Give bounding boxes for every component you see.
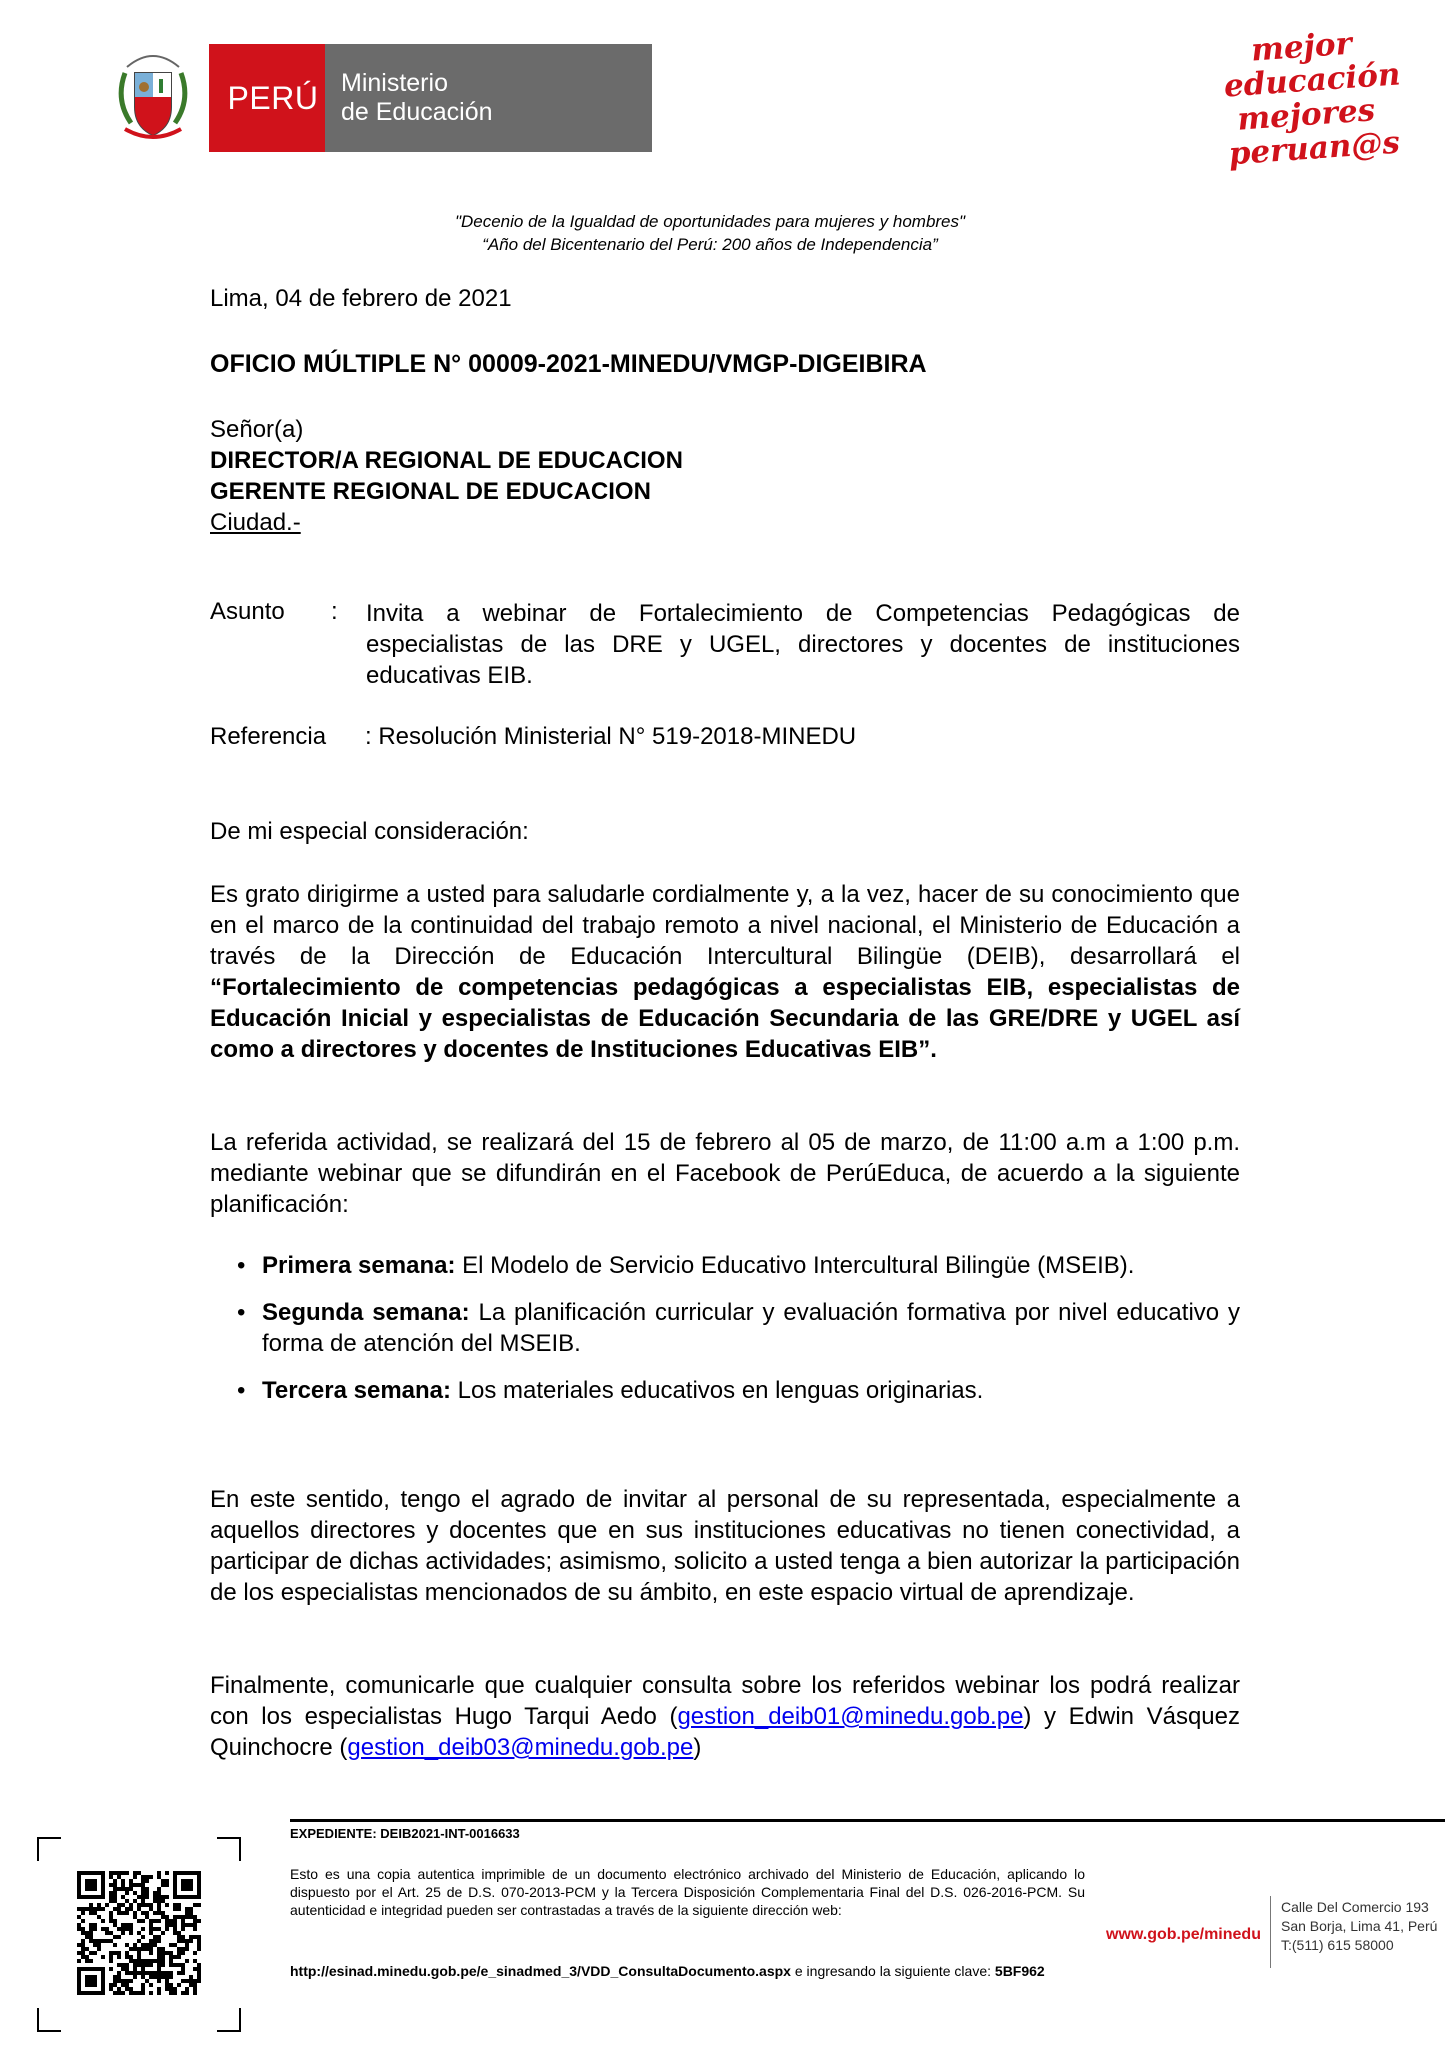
- recipient-line-1: DIRECTOR/A REGIONAL DE EDUCACION: [210, 447, 683, 474]
- list-item-label: Segunda semana:: [262, 1299, 470, 1326]
- oficio-title: OFICIO MÚLTIPLE N° 00009-2021-MINEDU/VMGP-DIGEIBIRA: [210, 350, 927, 378]
- recipient-city: Ciudad.-: [210, 509, 301, 536]
- decenio-line-1: "Decenio de la Igualdad de oportunidades para mujeres y hombres": [454, 212, 966, 231]
- ministry-line-1: Ministerio: [341, 69, 448, 97]
- slogan-line-2: educación: [1222, 56, 1402, 105]
- paragraph-4-text-start: Finalmente, comunicarle que cualquier consulta sobre los referidos webinar los podrá realizar con los especialistas Hugo Tarqui Aedo (: [210, 1672, 1240, 1730]
- address-line-3: T:(511) 615 58000: [1281, 1937, 1394, 1953]
- qr-code-icon: [77, 1871, 201, 1995]
- peru-label: PERÚ: [209, 44, 337, 152]
- coat-of-arms-icon: [113, 45, 193, 145]
- qr-frame-corner: [37, 1837, 61, 1861]
- email-link-2[interactable]: gestion_deib03@minedu.gob.pe: [347, 1734, 694, 1761]
- slogan-logo: [1220, 25, 1402, 173]
- slogan-line-1: mejor: [1249, 25, 1353, 69]
- address-divider: [1270, 1896, 1271, 1968]
- letter-date: Lima, 04 de febrero de 2021: [210, 285, 512, 312]
- decenio-line-2: “Año del Bicentenario del Perú: 200 años de Independencia”: [482, 235, 938, 254]
- footer-divider: [290, 1819, 1445, 1822]
- schedule-list: [237, 1250, 1240, 1422]
- asunto-text: Invita a webinar de Fortalecimiento de Competencias Pedagógicas de especialistas de las DRE y UGEL, directores y docentes de instituciones educativas EIB.: [366, 600, 1240, 689]
- paragraph-2: La referida actividad, se realizará del 15 de febrero al 05 de marzo, de 11:00 a.m a 1:00 p.m. mediante webinar que se difundirán en el Facebook de PerúEduca, de acuerdo a la siguiente planificación:: [210, 1129, 1240, 1218]
- list-item: [237, 1250, 1240, 1281]
- paragraph-4: [210, 1670, 1240, 1763]
- authenticity-after: e ingresando la siguiente clave:: [790, 1963, 995, 1979]
- email-link-1[interactable]: gestion_deib01@minedu.gob.pe: [677, 1703, 1024, 1730]
- qr-frame-corner: [217, 1837, 241, 1861]
- recipient-line-2: GERENTE REGIONAL DE EDUCACION: [210, 478, 651, 505]
- slogan-line-4: peruan@s: [1227, 124, 1401, 173]
- authenticity-key: 5BF962: [994, 1963, 1045, 1979]
- paragraph-3: En este sentido, tengo el agrado de invitar al personal de su representada, especialmente a aquellos directores y docentes que en sus instituciones educativas no tienen conectividad, a participar de dichas actividades; asimismo, solicito a usted tenga a bien autorizar la participación de los especialistas mencionados de su ámbito, en este espacio virtual de aprendizaje.: [210, 1486, 1240, 1606]
- paragraph-1: [210, 879, 1240, 1065]
- bullet-icon: •: [237, 1299, 246, 1326]
- referencia-label: Referencia: [210, 723, 327, 750]
- referencia-text: : Resolución Ministerial N° 519-2018-MINEDU: [365, 723, 857, 750]
- paragraph-1-text: Es grato dirigirme a usted para saludarle cordialmente y, a la vez, hacer de su conocimiento que en el marco de la continuidad del trabajo remoto a nivel nacional, el Ministerio de Educación a través de la Dirección de Educación Intercultural Bilingüe (DEIB), desarrollará el: [210, 881, 1240, 970]
- asunto-label: Asunto: [210, 598, 285, 625]
- greeting: De mi especial consideración:: [210, 818, 529, 845]
- asunto-colon: :: [331, 598, 338, 625]
- list-item-label: Primera semana:: [262, 1252, 456, 1279]
- authenticity-link-block: [290, 1962, 1085, 1980]
- address-line-1: Calle Del Comercio 193: [1281, 1899, 1429, 1915]
- bullet-icon: •: [237, 1377, 246, 1404]
- recipient-salutation: Señor(a): [210, 416, 304, 443]
- authenticity-url[interactable]: http://esinad.minedu.gob.pe/e_sinadmed_3/VDD_ConsultaDocumento.aspx: [290, 1963, 791, 1979]
- ministry-line-2: de Educación: [341, 98, 493, 126]
- recipient-block: [210, 414, 683, 538]
- bullet-icon: •: [237, 1252, 246, 1279]
- list-item-text: Los materiales educativos en lenguas originarias.: [451, 1377, 984, 1404]
- address-block: [1281, 1898, 1437, 1955]
- list-item-label: Tercera semana:: [262, 1377, 451, 1404]
- website-link[interactable]: www.gob.pe/minedu: [1106, 1926, 1261, 1943]
- expediente-label: EXPEDIENTE: DEIB2021-INT-0016633: [290, 1826, 520, 1841]
- list-item-text: La planificación curricular y evaluación formativa por nivel educativo y forma de atención del MSEIB.: [262, 1299, 1240, 1357]
- list-item: [237, 1297, 1240, 1359]
- list-item-text: El Modelo de Servicio Educativo Intercultural Bilingüe (MSEIB).: [455, 1252, 1135, 1279]
- qr-frame-corner: [217, 2008, 241, 2032]
- list-item: [237, 1375, 1240, 1406]
- slogan-line-3: mejores: [1236, 92, 1377, 138]
- authenticity-text: Esto es una copia autentica imprimible de un documento electrónico archivado del Ministerio de Educación, aplicando lo dispuesto por el Art. 25 de D.S. 070-2013-PCM y la Tercera Disposición Complementaria Final del D.S. 026-2016-PCM. Su autenticidad e integridad pueden ser contrastadas a través de la siguiente dirección web:: [290, 1866, 1085, 1918]
- address-line-2: San Borja, Lima 41, Perú: [1281, 1918, 1438, 1934]
- qr-frame-corner: [37, 2008, 61, 2032]
- paragraph-1-bold: “Fortalecimiento de competencias pedagógicas a especialistas EIB, especialistas de Educación Inicial y especialistas de Educación Secundaria de las GRE/DRE y UGEL así como a directores y docentes de Instituciones Educativas EIB”.: [210, 974, 1240, 1063]
- decenio-header: [200, 210, 1220, 256]
- ministry-label: [325, 44, 652, 152]
- paragraph-4-text-mid: ) y Edwin Vásquez Quinchocre (: [210, 1703, 1241, 1761]
- paragraph-4-text-end: ): [693, 1734, 702, 1761]
